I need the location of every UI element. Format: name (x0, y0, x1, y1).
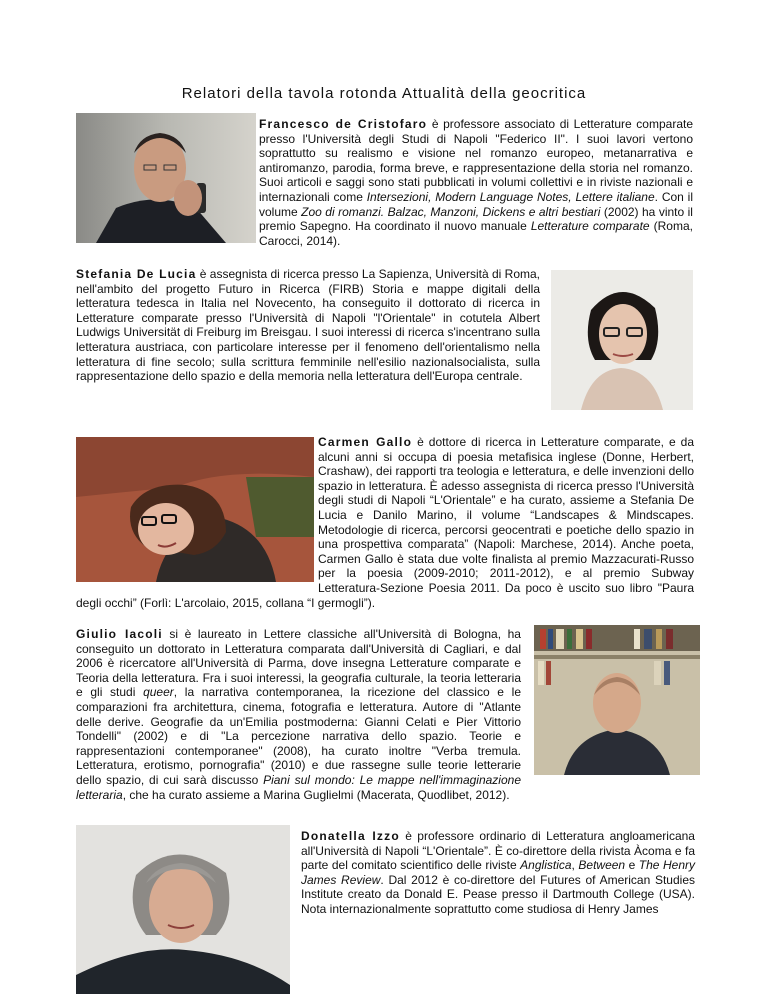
speaker-photo-izzo (76, 825, 290, 994)
speaker-name: Stefania De Lucia (76, 267, 197, 281)
speaker-photo-de-cristofaro (76, 113, 256, 243)
speaker-name: Giulio Iacoli (76, 627, 163, 641)
speaker-bio-izzo: Donatella Izzo è professore ordinario di Letteratura angloamericana all'Università di Napoli “L'Orientale”. È co-direttore della rivista Àcoma e fa parte del comitato scientifico delle riviste Anglistica, Between e The Henry James Review. Dal 2012 è co-direttore del Futures of American Studies Institute creato da Donald E. Pease presso il Dartmouth College (USA). Nota internazionalmente soprattutto come studiosa di Henry James (301, 829, 695, 916)
speaker-bio-de-lucia: Stefania De Lucia è assegnista di ricerca presso La Sapienza, Università di Roma, nell'ambito del progetto Futuro in Ricerca (FIRB) Storia e mappe digitali della letteratura tedesca in Italia nel Novecento, ha conseguito il dottorato di ricerca in Letterature comparate presso l'Università di Napoli "l'Orientale" in cotutela Albert Ludwigs Universität di Freiburg im Breisgau. I suoi interessi di ricerca s'incentrano sulla letteratura austriaca, con particolare interesse per il fenomeno dell'orientalismo nella letteratura di fine secolo; sulla scrittura femminile nell'esilio nazionalsocialista, sulla rappresentazione dello spazio e della memoria nella letteratura dell'Europa centrale. (76, 267, 541, 384)
page-title: Relatori della tavola rotonda Attualità della geocritica (181, 85, 587, 102)
speaker-bio-de-cristofaro: Francesco de Cristofaro è professore associato di Letterature comparate presso l'Università degli Studi di Napoli "Federico II". I suoi lavori vertono soprattutto su realismo e visione nel romanzo europeo, metanarrativa e antiromanzo, parodia, forma breve, e rappresentazione della storia nel romanzo. Suoi articoli e saggi sono stati pubblicati in volumi collettivi e in riviste nazionali e internazionali come Intersezioni, Modern Language Notes, Lettere italiane. Con il volume Zoo di romanzi. Balzac, Manzoni, Dickens e altri bestiari (2002) ha vinto il premio Sapegno. Ha coordinato il nuovo manuale Letterature comparate (Roma, Carocci, 2014). (259, 117, 693, 248)
speaker-name: Carmen Gallo (318, 435, 413, 449)
speaker-name: Francesco de Cristofaro (259, 117, 428, 131)
speaker-bio-iacoli: Giulio Iacoli si è laureato in Lettere classiche all'Università di Bologna, ha conseguito un dottorato in Letteratura comparata dall'Università di Cagliari, e dal 2006 è ricercatore all'Università di Parma, dove insegna Letterature comparate e Teoria della letteratura. Fra i suoi interessi, la geografia culturale, la teoria letteraria e gli studi queer, la narrativa contemporanea, la ricezione del classico e le comparazioni fra architettura, cinema, fotografia e letteratura. Autore di "Atlante delle derive. Geografie da un'Emilia postmoderna: Gianni Celati e Pier Vittorio Tondelli" (2002) e di "La percezione narrativa dello spazio. Teorie e rappresentazioni contemporanee" (2008), ha curato inoltre "Verba tremula. Letteratura, erotismo, pornografia" (2010) e due rassegne sulle teorie letterarie dello spazio, di cui sarà discusso Piani sul mondo: Le mappe nell'immaginazione letteraria, che ha curato assieme a Marina Guglielmi (Macerata, Quodlibet, 2012). (76, 627, 521, 802)
speaker-photo-de-lucia (551, 270, 693, 410)
speaker-name: Donatella Izzo (301, 829, 400, 843)
speaker-bio-gallo: Carmen Gallo è dottore di ricerca in Letterature comparate, e da alcuni anni si occupa di poesia metafisica inglese (Donne, Herbert, Crashaw), dei rapporti tra teologia e letteratura, e delle invenzioni dello spazio in letteratura. È adesso assegnista di ricerca presso l'Università degli studi di Napoli “L'Orientale” e ha curato, assieme a Stefania De Lucia e Danilo Marino, il volume “Landscapes & Mindscapes. Metodologie di ricerca, percorsi geocentrati e poetiche dello spazio in una prospettiva comparata” (Napoli: Marchese, 2014). Anche poeta, Carmen Gallo è stata due volte finalista al premio Mazzacurati-Russo per la poesia (2009-2010; 2011-2012), e al premio Subway Letteratura-Sezione Poesia 2011. Da poco è uscito suo libro "Paura degli occhi” (Forlì: L'arcolaio, 2015, collana “I germogli”). (76, 435, 694, 610)
